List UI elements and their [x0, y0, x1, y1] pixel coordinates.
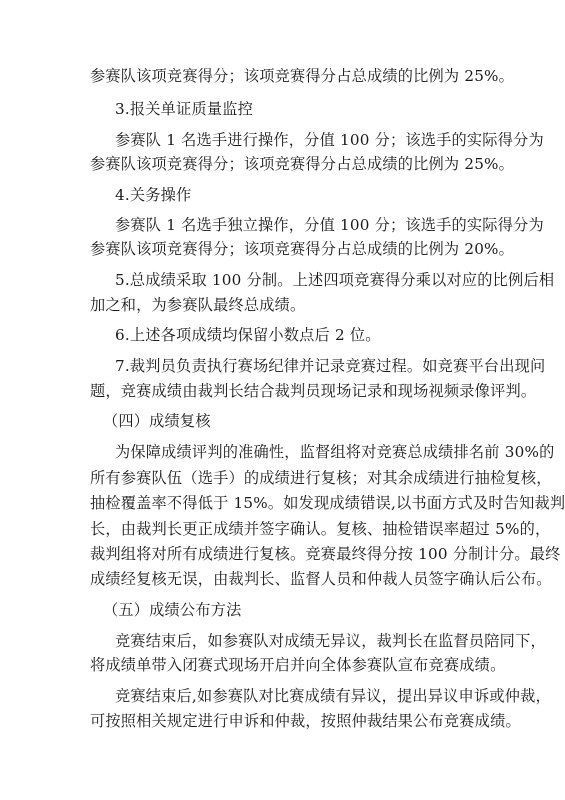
text-line: 长，由裁判长更正成绩并签字确认。复核、抽检错误率超过 5%的，: [90, 520, 551, 538]
text-line: 所有参赛队伍（选手）的成绩进行复核；对其余成绩进行抽检复核，: [90, 469, 552, 487]
section-heading: （四）成绩复核: [103, 412, 211, 430]
section-heading: 3.报关单证质量监控: [115, 100, 253, 118]
text-line: 参赛队该项竞赛得分；该项竞赛得分占总成绩的比例为 25%。: [90, 67, 515, 85]
section-heading: （五）成绩公布方法: [103, 601, 242, 619]
text-line: 6.上述各项成绩均保留小数点后 2 位。: [115, 326, 381, 344]
text-line: 为保障成绩评判的准确性，监督组将对竞赛总成绩排名前 30%的: [115, 443, 555, 461]
text-line: 题，竞赛成绩由裁判长结合裁判员现场记录和现场视频录像评判。: [90, 382, 537, 400]
text-line: 参赛队该项竞赛得分；该项竞赛得分占总成绩的比例为 20%。: [90, 240, 515, 258]
text-line: 参赛队 1 名选手独立操作，分值 100 分；该选手的实际得分为: [115, 216, 544, 234]
text-line: 加之和，为参赛队最终总成绩。: [90, 296, 306, 314]
text-line: 5.总成绩采取 100 分制。上述四项竞赛得分乘以对应的比例后相: [115, 271, 555, 289]
section-heading: 4.关务操作: [115, 186, 192, 204]
text-line: 参赛队该项竞赛得分；该项竞赛得分占总成绩的比例为 25%。: [90, 155, 515, 173]
text-line: 裁判组将对所有成绩进行复核。竞赛最终得分按 100 分制计分。最终: [90, 545, 561, 563]
text-line: 成绩经复核无误，由裁判长、监督人员和仲裁人员签字确认后公布。: [90, 570, 552, 588]
text-line: 抽检覆盖率不得低于 15%。如发现成绩错误,以书面方式及时告知裁判: [90, 494, 565, 512]
text-line: 竞赛结束后,如参赛队对比赛成绩有异议，提出异议申诉或仲裁，: [115, 687, 551, 705]
text-line: 参赛队 1 名选手进行操作，分值 100 分；该选手的实际得分为: [115, 131, 544, 149]
text-line: 竞赛结束后，如参赛队对成绩无异议，裁判长在监督员陪同下，: [115, 632, 546, 650]
text-line: 将成绩单带入闭赛式现场开启并向全体参赛队宣布竞赛成绩。: [90, 656, 506, 674]
text-line: 可按照相关规定进行申诉和仲裁，按照仲裁结果公布竞赛成绩。: [90, 712, 521, 730]
text-line: 7.裁判员负责执行赛场纪律并记录竞赛过程。如竞赛平台出现问: [115, 357, 546, 375]
